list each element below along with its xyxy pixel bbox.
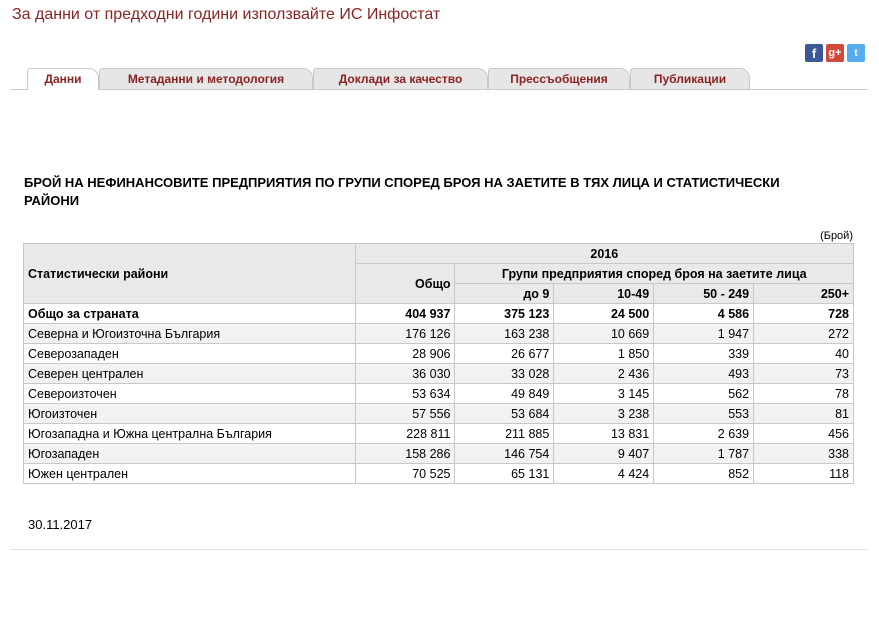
- row-col-3: 852: [654, 464, 754, 484]
- row-name: Североизточен: [24, 384, 356, 404]
- header-col-4: 250+: [754, 284, 854, 304]
- data-table: [23, 243, 854, 484]
- row-col-1: 26 677: [455, 344, 554, 364]
- social-share: [805, 44, 865, 62]
- table-row: [24, 344, 854, 364]
- row-col-1: 146 754: [455, 444, 554, 464]
- row-col-4: 456: [754, 424, 854, 444]
- row-col-3: 493: [654, 364, 754, 384]
- row-col-2: 1 850: [554, 344, 654, 364]
- row-total: 158 286: [355, 444, 455, 464]
- tab-bar: [10, 68, 868, 90]
- bottom-divider: [10, 549, 868, 550]
- tab-quality-reports[interactable]: Доклади за качество: [313, 68, 488, 89]
- row-name: Северен централен: [24, 364, 356, 384]
- row-total: 228 811: [355, 424, 455, 444]
- row-total: 176 126: [355, 324, 455, 344]
- row-total: 36 030: [355, 364, 455, 384]
- row-col-4: 40: [754, 344, 854, 364]
- row-col-4: 272: [754, 324, 854, 344]
- tab-metadata[interactable]: Метаданни и методология: [99, 68, 313, 89]
- row-col-2: 24 500: [554, 304, 654, 324]
- row-total: 404 937: [355, 304, 455, 324]
- tab-data[interactable]: Данни: [27, 68, 99, 90]
- header-col-3: 50 - 249: [654, 284, 754, 304]
- row-name: Югозападен: [24, 444, 356, 464]
- row-name: Общо за страната: [24, 304, 356, 324]
- tab-publications[interactable]: Публикации: [630, 68, 750, 89]
- row-total: 57 556: [355, 404, 455, 424]
- unit-label: (Брой): [820, 230, 853, 242]
- row-col-1: 375 123: [455, 304, 554, 324]
- row-col-3: 339: [654, 344, 754, 364]
- row-col-1: 65 131: [455, 464, 554, 484]
- publication-date: 30.11.2017: [28, 517, 93, 532]
- row-col-2: 13 831: [554, 424, 654, 444]
- row-col-2: 3 238: [554, 404, 654, 424]
- row-col-4: 728: [754, 304, 854, 324]
- row-total: 53 634: [355, 384, 455, 404]
- facebook-icon[interactable]: f: [805, 44, 823, 62]
- row-col-3: 553: [654, 404, 754, 424]
- row-col-3: 562: [654, 384, 754, 404]
- infostat-link[interactable]: За данни от предходни години използвайте ИС Инфостат: [12, 6, 441, 23]
- header-total: Общо: [355, 264, 455, 304]
- row-name: Югозападна и Южна централна България: [24, 424, 356, 444]
- row-col-2: 2 436: [554, 364, 654, 384]
- row-col-4: 73: [754, 364, 854, 384]
- row-col-2: 4 424: [554, 464, 654, 484]
- row-col-2: 9 407: [554, 444, 654, 464]
- header-region: Статистически райони: [24, 244, 356, 304]
- row-col-2: 3 145: [554, 384, 654, 404]
- row-name: Северозападен: [24, 344, 356, 364]
- google-plus-icon[interactable]: g+: [826, 44, 844, 62]
- row-name: Южен централен: [24, 464, 356, 484]
- row-col-4: 338: [754, 444, 854, 464]
- header-year: 2016: [355, 244, 853, 264]
- table-row: [24, 404, 854, 424]
- table-row: [24, 424, 854, 444]
- row-col-3: 2 639: [654, 424, 754, 444]
- row-col-1: 163 238: [455, 324, 554, 344]
- row-name: Северна и Югоизточна България: [24, 324, 356, 344]
- row-col-1: 53 684: [455, 404, 554, 424]
- table-row: [24, 304, 854, 324]
- twitter-icon[interactable]: t: [847, 44, 865, 62]
- row-name: Югоизточен: [24, 404, 356, 424]
- row-col-2: 10 669: [554, 324, 654, 344]
- row-col-3: 1 947: [654, 324, 754, 344]
- row-col-1: 49 849: [455, 384, 554, 404]
- row-col-1: 33 028: [455, 364, 554, 384]
- tab-press-releases[interactable]: Прессъобщения: [488, 68, 630, 89]
- row-col-3: 4 586: [654, 304, 754, 324]
- table-row: [24, 364, 854, 384]
- header-col-2: 10-49: [554, 284, 654, 304]
- row-col-1: 211 885: [455, 424, 554, 444]
- row-col-3: 1 787: [654, 444, 754, 464]
- row-total: 28 906: [355, 344, 455, 364]
- table-row: [24, 444, 854, 464]
- row-col-4: 78: [754, 384, 854, 404]
- row-col-4: 81: [754, 404, 854, 424]
- row-total: 70 525: [355, 464, 455, 484]
- page-title: БРОЙ НА НЕФИНАНСОВИТЕ ПРЕДПРИЯТИЯ ПО ГРУПИ СПОРЕД БРОЯ НА ЗАЕТИТЕ В ТЯХ ЛИЦА И СТАТИСТИЧЕСКИ РАЙОНИ: [24, 175, 780, 208]
- table-row: [24, 324, 854, 344]
- table-row: [24, 384, 854, 404]
- row-col-4: 118: [754, 464, 854, 484]
- table-row: [24, 464, 854, 484]
- header-col-1: до 9: [455, 284, 554, 304]
- header-group: Групи предприятия според броя на заетите лица: [455, 264, 854, 284]
